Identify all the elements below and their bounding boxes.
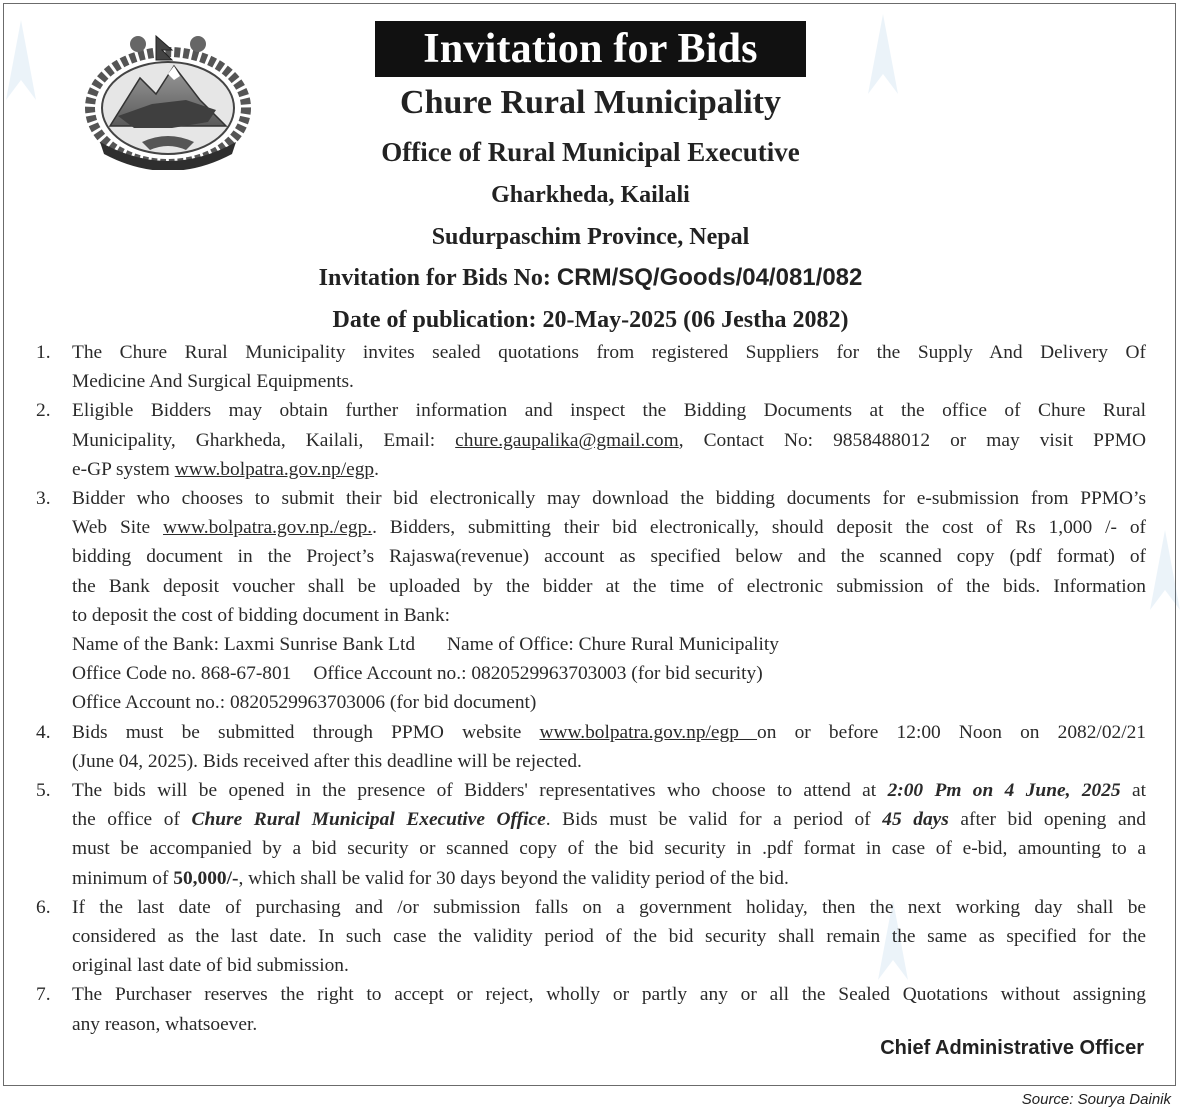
list-item (36, 718, 1146, 776)
item-number: 5. (36, 780, 51, 802)
signature: Chief Administrative Officer (880, 1037, 1144, 1059)
item-line (72, 426, 1146, 455)
item-line: Bidder who chooses to submit their bid electronically may download the bidding documents for e-submission from PPMO’s (72, 488, 1146, 510)
bank-info-line (72, 630, 1146, 659)
office-name-info: Name of Office: Chure Rural Municipality (447, 634, 779, 656)
list-item (36, 776, 1146, 893)
item-line: If the last date of purchasing and /or submission falls on a government holiday, then the next working day shall be (72, 896, 1146, 918)
office-address: Gharkheda, Kailali (491, 182, 690, 208)
opening-time: 2:00 Pm on 4 June, 2025 (887, 780, 1121, 802)
item-text: , which shall be valid for 30 days beyond the validity period of the bid. (238, 867, 789, 889)
ifb-number-line (0, 264, 1181, 292)
ifb-label: Invitation for Bids No: (318, 265, 557, 291)
item-line: must be accompanied by a bid security or scanned copy of the bid security in .pdf format in case of e-bid, amounting to a (72, 838, 1146, 860)
item-line (72, 864, 1146, 893)
source-credit: Source: Sourya Dainik (1021, 1091, 1171, 1108)
item-line: bidding document in the Project’s Rajaswa(revenue) account as specified below and the scanned copy (pdf format) of (72, 546, 1146, 568)
security-amount: 50,000/- (173, 867, 239, 889)
watermark-arrow-icon (868, 14, 898, 94)
item-line: The Chure Rural Municipality invites sealed quotations from registered Suppliers for the Supply And Delivery Of (72, 342, 1146, 363)
item-line: any reason, whatsoever. (72, 1013, 258, 1035)
item-text: Web Site (72, 517, 164, 539)
opening-office: Chure Rural Municipal Executive Office (191, 809, 546, 831)
title-banner: Invitation for Bids (375, 21, 806, 77)
org-name: Chure Rural Municipality (400, 84, 781, 121)
bolpatra-link[interactable]: www.bolpatra.gov.np./egp. (163, 517, 373, 539)
notice-body (36, 338, 1146, 1039)
item-number: 2. (36, 400, 51, 422)
publication-date: Date of publication: 20-May-2025 (06 Jestha 2082) (332, 307, 849, 333)
watermark-arrow-icon (1150, 530, 1180, 610)
list-item (36, 396, 1146, 484)
item-line: Eligible Bidders may obtain further information and inspect the Bidding Documents at the office of Chure Rural (72, 400, 1146, 422)
item-line: (June 04, 2025). Bids received after this deadline will be rejected. (72, 750, 582, 772)
item-text: . Bids must be valid for a period of (545, 809, 883, 831)
item-line (72, 513, 1146, 542)
item-line (72, 718, 1146, 747)
item-number: 6. (36, 896, 51, 918)
item-line: the Bank deposit voucher shall be uploaded by the bidder at the time of electronic submission of the bids. Information (72, 575, 1146, 597)
item-line: original last date of bid submission. (72, 955, 349, 977)
province: Sudurpaschim Province, Nepal (431, 224, 750, 250)
bank-info-line: Office Account no.: 0820529963703006 (for bid document) (72, 692, 537, 714)
item-text: Municipality, Gharkheda, Kailali, Email: (72, 429, 456, 451)
account-security: Office Account no.: 0820529963703003 (for bid security) (313, 663, 763, 685)
office-name: Office of Rural Municipal Executive (381, 137, 800, 167)
item-text: on or before 12:00 Noon on 2082/02/21 (757, 721, 1146, 743)
item-text: the office of (72, 809, 192, 831)
item-line: considered as the last date. In such case the validity period of the bid security shall remain the same as specified for the (72, 926, 1146, 948)
list-item (36, 893, 1146, 981)
item-number: 1. (36, 342, 51, 363)
office-code: Office Code no. 868-67-801 (72, 663, 292, 685)
bolpatra-link[interactable]: www.bolpatra.gov.np/egp (539, 721, 758, 743)
item-text: . Bidders, submitting their bid electronically, should deposit the cost of Rs 1,000 /- of (372, 517, 1146, 539)
item-text: at (1120, 780, 1146, 802)
validity-days: 45 days (882, 809, 949, 831)
list-item (36, 484, 1146, 718)
list-item (36, 338, 1146, 396)
item-text: , Contact No: 9858488012 or may visit PPMO (678, 429, 1146, 451)
item-number: 4. (36, 721, 51, 743)
item-number: 7. (36, 984, 51, 1006)
item-line: to deposit the cost of bidding document in Bank: (72, 604, 451, 626)
email-link[interactable]: chure.gaupalika@gmail.com (455, 429, 679, 451)
item-text: Bids must be submitted through PPMO website (72, 721, 540, 743)
item-text: The bids will be opened in the presence of Bidders' representatives who choose to attend at (72, 780, 888, 802)
bolpatra-link[interactable]: www.bolpatra.gov.np/egp (174, 458, 375, 480)
list-item (36, 980, 1146, 1038)
item-line (72, 805, 1146, 834)
item-text: . (374, 458, 379, 480)
item-text: minimum of (72, 867, 174, 889)
item-text: after bid opening and (948, 809, 1146, 831)
item-line (72, 455, 1146, 484)
bank-info-line (72, 659, 1146, 688)
item-line: Medicine And Surgical Equipments. (72, 371, 354, 393)
bank-name: Name of the Bank: Laxmi Sunrise Bank Ltd (72, 634, 416, 656)
item-line (72, 776, 1146, 805)
item-line: The Purchaser reserves the right to accept or reject, wholly or partly any or all the Sealed Quotations without assigning (72, 984, 1146, 1006)
item-text: e-GP system (72, 458, 175, 480)
item-number: 3. (36, 488, 51, 510)
ifb-number: CRM/SQ/Goods/04/081/082 (556, 264, 863, 291)
